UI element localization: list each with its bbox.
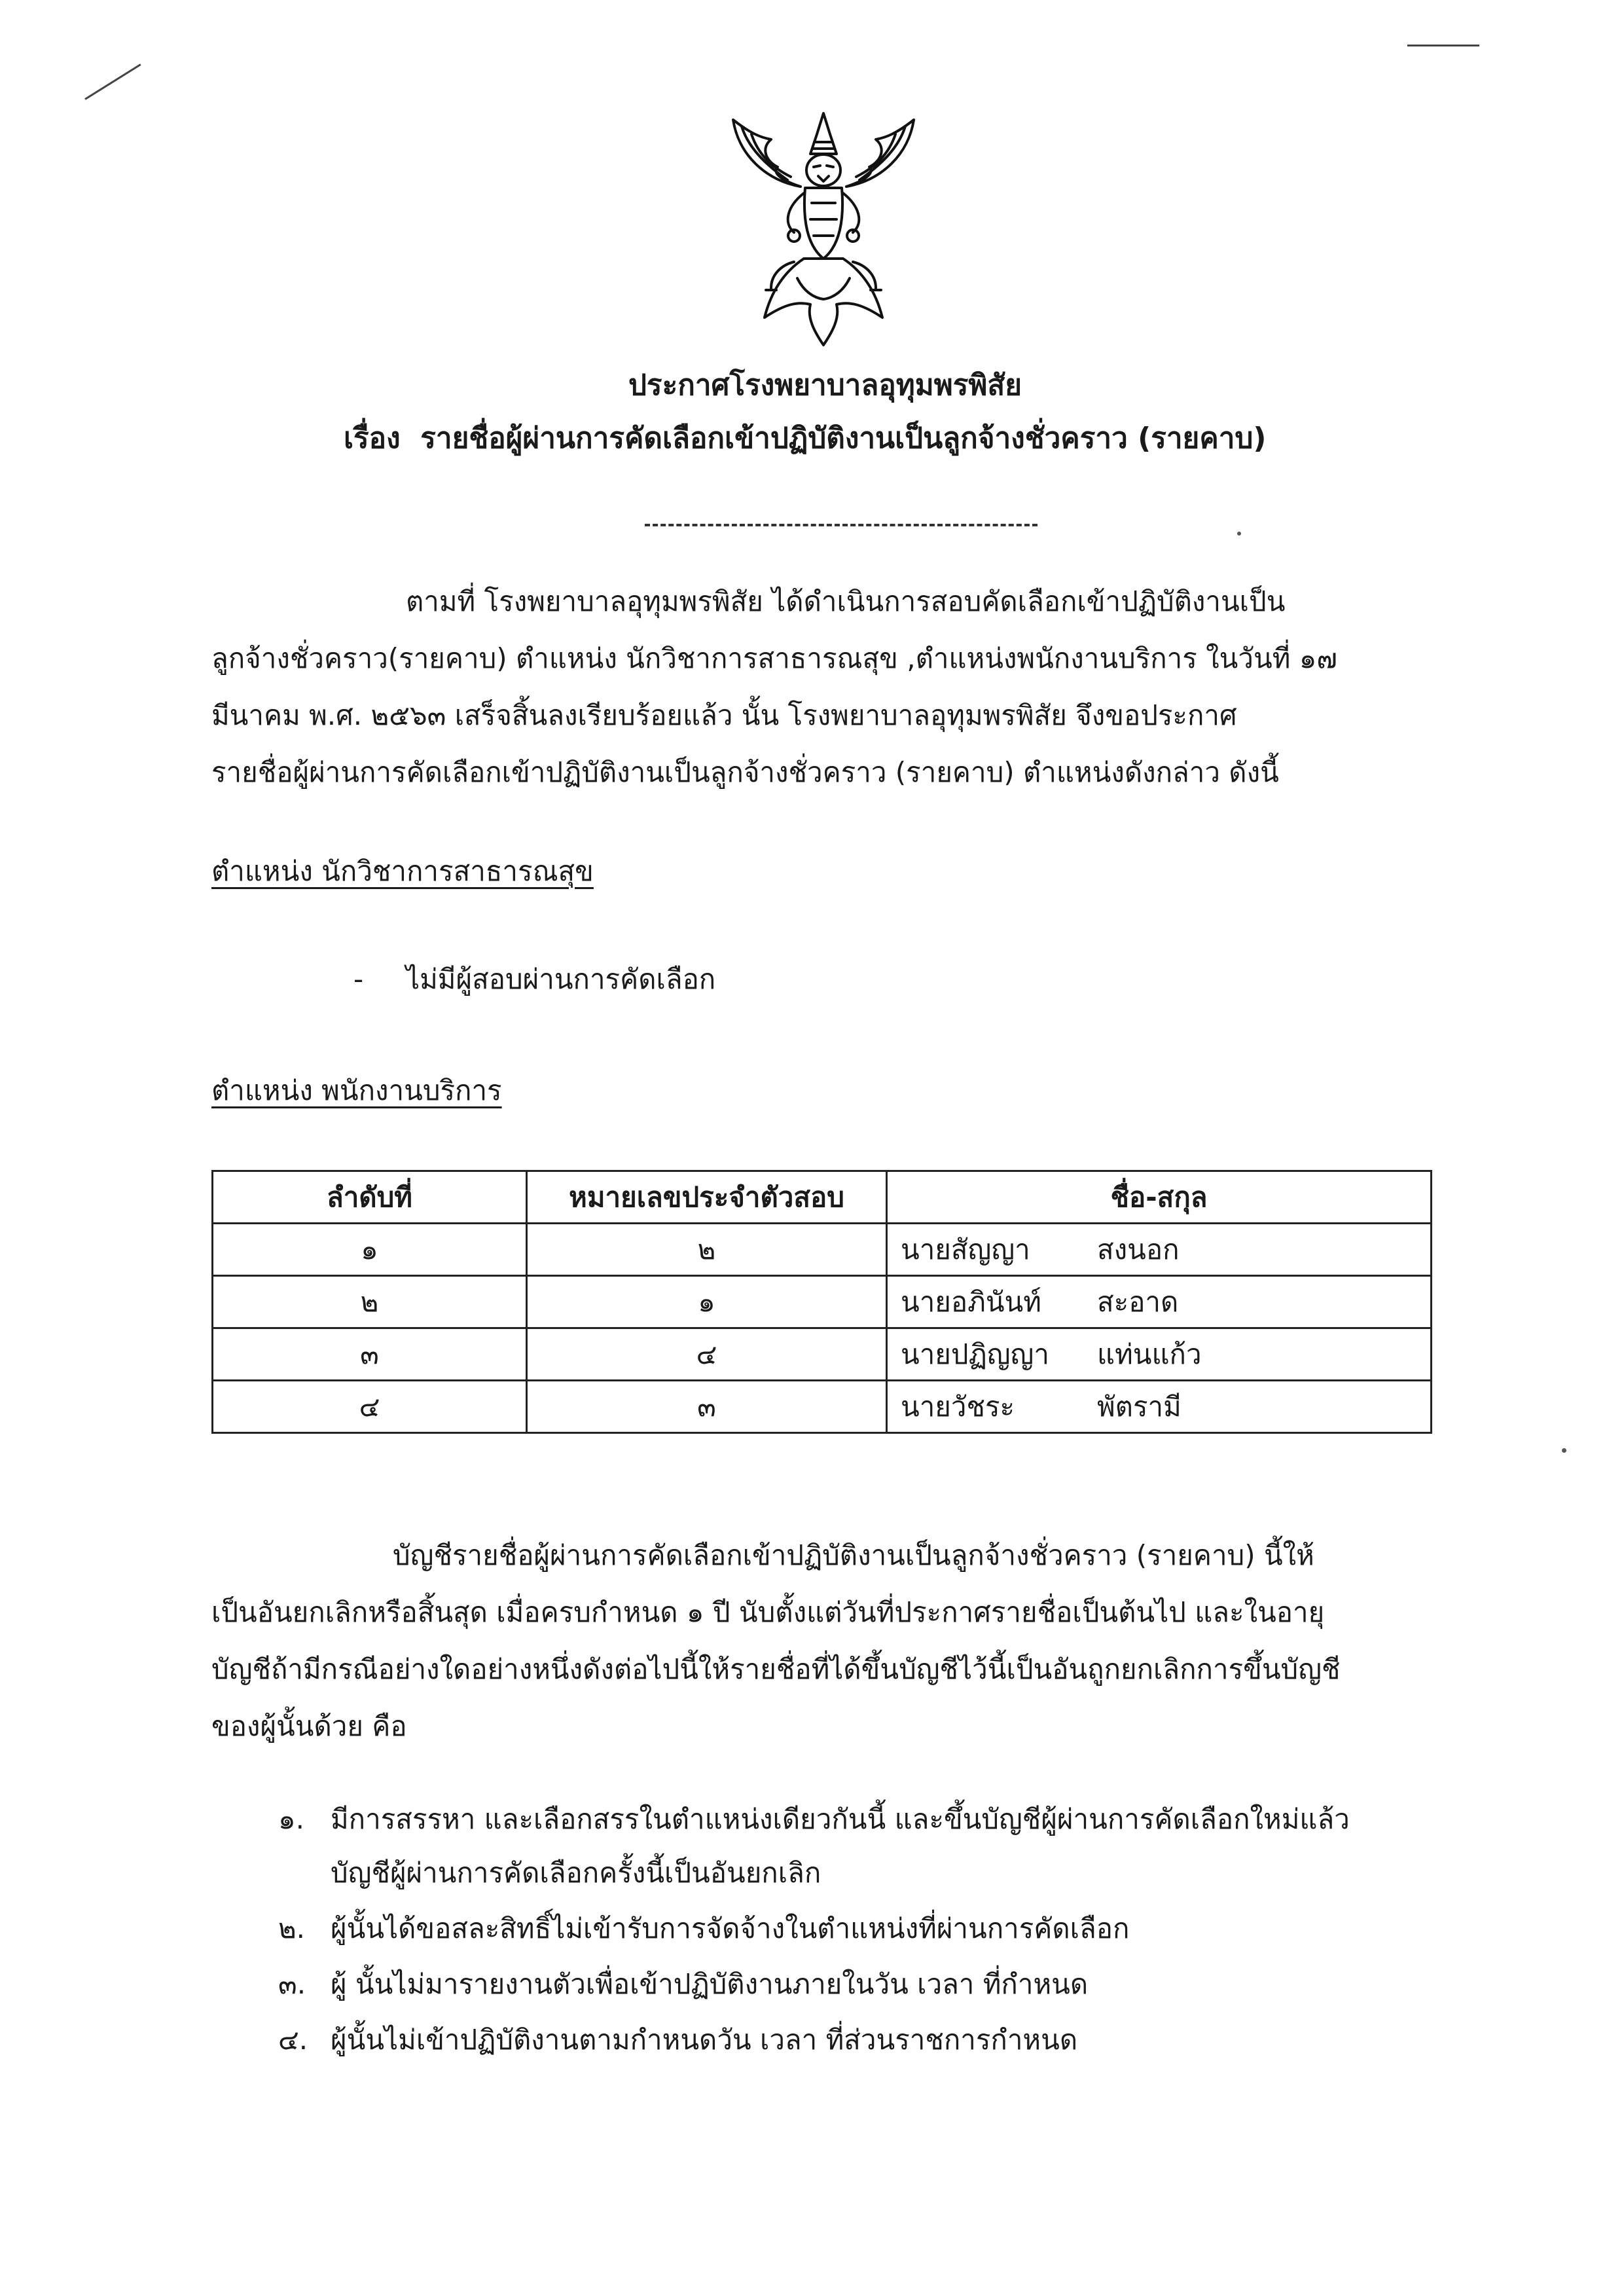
first-name: นายวัชระ xyxy=(901,1390,1015,1423)
condition-1-line-2: บัญชีผู้ผ่านการคัดเลือกครั้งนี้เป็นอันยกเลิก xyxy=(331,1857,821,1889)
validity-line-1: บัญชีรายชื่อผู้ผ่านการคัดเลือกเข้าปฏิบัติงานเป็นลูกจ้างชั่วคราว (รายคาบ) นี้ให้ xyxy=(393,1539,1314,1571)
cell-order: ๑ xyxy=(213,1224,527,1276)
cell-name xyxy=(887,1328,1432,1381)
cell-exam-no: ๓ xyxy=(527,1381,887,1433)
cell-exam-no: ๔ xyxy=(527,1328,887,1381)
condition-number: ๑. xyxy=(278,1803,305,1835)
cell-exam-no: ๑ xyxy=(527,1276,887,1328)
last-name: พัตรามี xyxy=(1097,1390,1182,1423)
announcement-title: ประกาศโรงพยาบาลอุทุมพรพิสัย xyxy=(628,369,1022,402)
garuda-emblem-icon xyxy=(725,108,922,350)
last-name: แท่นแก้ว xyxy=(1097,1338,1202,1370)
condition-2-line-1: ผู้นั้นได้ขอสละสิทธิ์ไม่เข้ารับการจัดจ้างในตำแหน่งที่ผ่านการคัดเลือก xyxy=(331,1912,1130,1944)
subject-line xyxy=(344,424,1267,453)
scan-speck xyxy=(1562,1448,1566,1453)
cell-exam-no: ๒ xyxy=(527,1224,887,1276)
position1-bullet: - xyxy=(353,963,364,995)
last-name: สะอาด xyxy=(1097,1285,1179,1318)
condition-number: ๔. xyxy=(278,2024,308,2056)
scan-mark xyxy=(84,64,141,100)
condition-number: ๒. xyxy=(278,1912,306,1944)
position1-heading: ตำแหน่ง นักวิชาการสาธารณสุข xyxy=(211,855,594,887)
first-name: นายสัญญา xyxy=(901,1233,1030,1266)
intro-line-1: ตามที่ โรงพยาบาลอุทุมพรพิสัย ได้ดำเนินการสอบคัดเลือกเข้าปฏิบัติงานเป็น xyxy=(406,585,1286,617)
table-header-row xyxy=(213,1171,1432,1224)
subject-label: เรื่อง xyxy=(344,422,401,455)
table-row xyxy=(213,1328,1432,1381)
position1-note: ไม่มีผู้สอบผ่านการคัดเลือก xyxy=(406,963,716,995)
subject-text: รายชื่อผู้ผ่านการคัดเลือกเข้าปฏิบัติงานเป็นลูกจ้างชั่วคราว (รายคาบ) xyxy=(420,422,1267,455)
cell-name xyxy=(887,1224,1432,1276)
intro-line-3: มีนาคม พ.ศ. ๒๕๖๓ เสร็จสิ้นลงเรียบร้อยแล้ว นั้น โรงพยาบาลอุทุมพรพิสัย จึงขอประกาศ xyxy=(211,699,1237,731)
cell-order: ๒ xyxy=(213,1276,527,1328)
condition-number: ๓. xyxy=(278,1968,306,2000)
first-name: นายปฏิญญา xyxy=(901,1338,1049,1370)
cell-order: ๓ xyxy=(213,1328,527,1381)
header-exam-no: หมายเลขประจำตัวสอบ xyxy=(527,1171,887,1224)
first-name: นายอภินันท์ xyxy=(901,1285,1041,1318)
header-name: ชื่อ-สกุล xyxy=(887,1171,1432,1224)
validity-line-2: เป็นอันยกเลิกหรือสิ้นสุด เมื่อครบกำหนด ๑ ปี นับตั้งแต่วันที่ประกาศรายชื่อเป็นต้นไป และในอายุ xyxy=(211,1596,1325,1628)
intro-line-2: ลูกจ้างชั่วคราว(รายคาบ) ตำแหน่ง นักวิชาการสาธารณสุข ,ตำแหน่งพนักงานบริการ ในวันที่ ๑๗ xyxy=(211,642,1337,674)
table-row xyxy=(213,1276,1432,1328)
cell-name xyxy=(887,1381,1432,1433)
table-row xyxy=(213,1224,1432,1276)
condition-3-line-1: ผู้ นั้นไม่มารายงานตัวเพื่อเข้าปฏิบัติงานภายในวัน เวลา ที่กำหนด xyxy=(331,1968,1089,2000)
validity-line-3: บัญชีถ้ามีกรณีอย่างใดอย่างหนึ่งดังต่อไปนี้ให้รายชื่อที่ได้ขึ้นบัญชีไว้นี้เป็นอันถูกยกเลิกการขึ้นบัญชี xyxy=(211,1653,1341,1685)
title-divider xyxy=(645,524,1038,526)
cell-order: ๔ xyxy=(213,1381,527,1433)
cell-name xyxy=(887,1276,1432,1328)
scan-mark xyxy=(1407,45,1479,46)
position2-heading: ตำแหน่ง พนักงานบริการ xyxy=(211,1074,502,1106)
header-order: ลำดับที่ xyxy=(213,1171,527,1224)
condition-4-line-1: ผู้นั้นไม่เข้าปฏิบัติงานตามกำหนดวัน เวลา ที่ส่วนราชการกำหนด xyxy=(331,2024,1078,2056)
condition-1-line-1: มีการสรรหา และเลือกสรรในตำแหน่งเดียวกันนี้ และขึ้นบัญชีผู้ผ่านการคัดเลือกใหม่แล้ว xyxy=(331,1803,1350,1835)
candidates-table xyxy=(211,1170,1432,1434)
scan-speck xyxy=(1237,532,1241,536)
intro-line-4: รายชื่อผู้ผ่านการคัดเลือกเข้าปฏิบัติงานเป็นลูกจ้างชั่วคราว (รายคาบ) ตำแหน่งดังกล่าว ดังนี้ xyxy=(211,756,1279,788)
validity-line-4: ของผู้นั้นด้วย คือ xyxy=(211,1710,407,1742)
table-row xyxy=(213,1381,1432,1433)
last-name: สงนอก xyxy=(1097,1233,1180,1266)
